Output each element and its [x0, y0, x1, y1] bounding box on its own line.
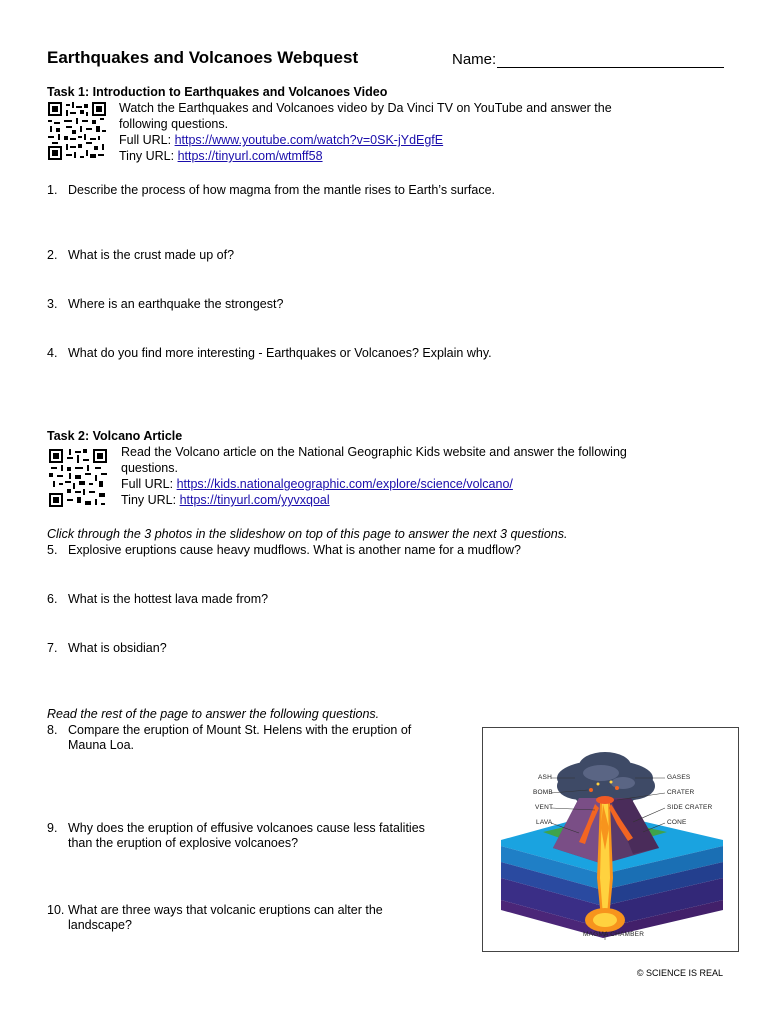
question-8: 8. Compare the eruption of Mount St. Helens with the eruption of Mauna Loa. [47, 723, 412, 752]
tiny-url-label: Tiny URL: [121, 493, 180, 507]
full-url-label: Full URL: [121, 477, 177, 491]
task2-intro-line1: Read the Volcano article on the National Geographic Kids website and answer the following [121, 445, 627, 459]
label-crater: CRATER [667, 789, 695, 796]
question-4: 4. What do you find more interesting - Earthquakes or Volcanoes? Explain why. [47, 346, 492, 360]
label-gases: GASES [667, 774, 691, 781]
name-field-line[interactable] [497, 67, 724, 68]
label-magma-chamber: MAGMA CHAMBER [583, 931, 645, 938]
question-6: 6. What is the hottest lava made from? [47, 592, 269, 606]
question-3: 3. Where is an earthquake the strongest? [47, 297, 284, 311]
task1-intro-line1: Watch the Earthquakes and Volcanoes video by Da Vinci TV on YouTube and answer the [119, 101, 612, 115]
label-lava: LAVA [536, 819, 553, 826]
task1-full-url-row [119, 133, 443, 148]
slideshow-note: Click through the 3 photos in the slideshow on top of this page to answer the next 3 questions. [47, 527, 568, 541]
task1-tiny-url-link[interactable]: https://tinyurl.com/wtmff58 [177, 149, 323, 163]
label-bomb: BOMB [533, 789, 553, 796]
task1-intro-line2: following questions. [119, 117, 229, 131]
volcano-diagram [482, 727, 739, 952]
task2-heading: Task 2: Volcano Article [47, 429, 183, 443]
task1-full-url-link[interactable]: https://www.youtube.com/watch?v=0SK-jYdEgfE [174, 133, 444, 147]
question-2: 2. What is the crust made up of? [47, 248, 235, 262]
label-side-crater: SIDE CRATER [667, 804, 713, 811]
task2-full-url-link[interactable]: https://kids.nationalgeographic.com/explore/science/volcano/ [176, 477, 513, 491]
qr-code-icon [48, 102, 106, 160]
question-9: 9. Why does the eruption of effusive volcanoes cause less fatalities than the eruption of explosive volcanoes? [47, 821, 425, 850]
task1-heading: Task 1: Introduction to Earthquakes and Volcanoes Video [47, 85, 388, 99]
task2-tiny-url-row [121, 493, 330, 508]
page-title: Earthquakes and Volcanoes Webquest [47, 48, 359, 67]
tiny-url-label: Tiny URL: [119, 149, 178, 163]
task2-tiny-url-link[interactable]: https://tinyurl.com/yyvxqoal [179, 493, 330, 507]
question-10: 10. What are three ways that volcanic eruptions can alter the landscape? [47, 903, 383, 932]
name-label: Name: [452, 51, 497, 68]
copyright-notice: © SCIENCE IS REAL [636, 968, 723, 978]
label-ash: ASH [538, 774, 552, 781]
rest-note: Read the rest of the page to answer the following questions. [47, 707, 380, 721]
qr-code-icon [49, 449, 107, 507]
task2-intro-line2: questions. [121, 461, 178, 475]
volcano-illustration [483, 728, 738, 951]
full-url-label: Full URL: [119, 133, 175, 147]
question-7: 7. What is obsidian? [47, 641, 167, 655]
task1-tiny-url-row [119, 149, 323, 164]
question-5: 5. Explosive eruptions cause heavy mudflows. What is another name for a mudflow? [47, 543, 522, 557]
question-1: 1. Describe the process of how magma from the mantle rises to Earth’s surface. [47, 183, 496, 197]
label-cone: CONE [667, 819, 687, 826]
task2-full-url-row [121, 477, 513, 492]
label-vent: VENT [535, 804, 554, 811]
